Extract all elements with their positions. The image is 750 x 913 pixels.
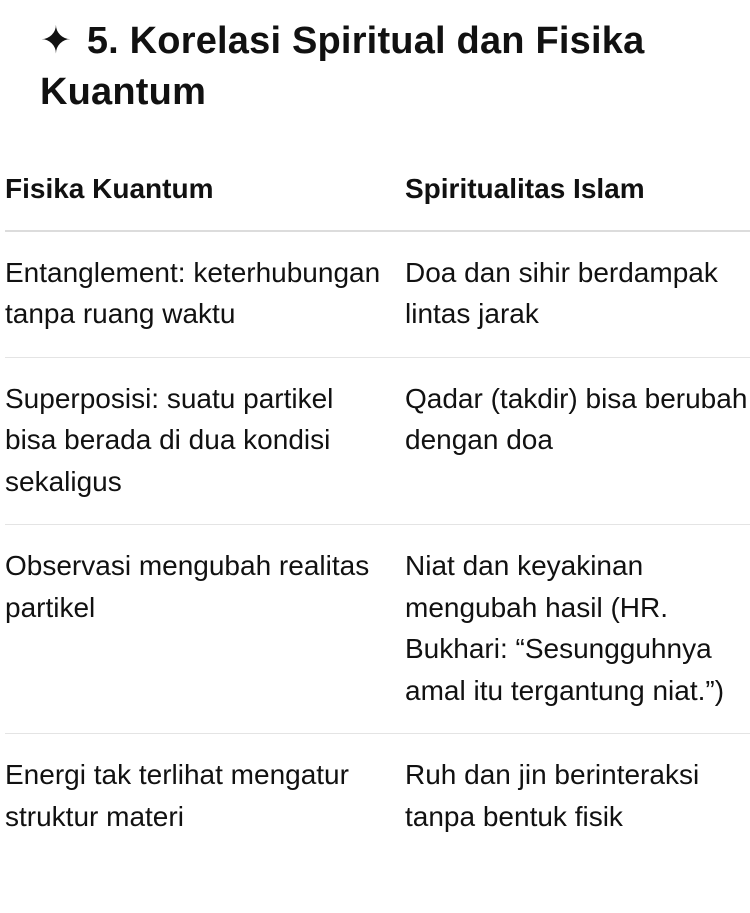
column-header-quantum-physics: Fisika Kuantum [5,160,405,231]
table-row [5,231,750,358]
table-cell-quantum: Observasi mengubah realitas partikel [5,525,405,734]
table-row [5,734,750,860]
table-cell-spiritual: Doa dan sihir berdampak lintas jarak [405,231,750,358]
table-cell-spiritual: Ruh dan jin berinteraksi tanpa bentuk fisik [405,759,700,832]
column-header-islamic-spirituality: Spiritualitas Islam [405,160,750,231]
table-row [5,357,750,525]
table-cell-quantum: Energi tak terlihat mengatur struktur materi [5,759,349,832]
comparison-table [5,160,750,859]
table-row [5,525,750,734]
table-cell-quantum: Superposisi: suatu partikel bisa berada di dua kondisi sekaligus [5,357,405,525]
table-cell-spiritual: Niat dan keyakinan mengubah hasil (HR. Bukhari: “Sesungguhnya amal itu tergantung niat.”) [405,525,750,734]
sparkle-icon: ✦ [40,20,73,62]
comparison-table-container [5,160,750,859]
table-cell-quantum: Entanglement: keterhubungan tanpa ruang waktu [5,231,405,358]
table-cell-spiritual: Qadar (takdir) bisa berubah dengan doa [405,357,750,525]
section-heading [40,16,720,118]
table-header-row [5,160,750,231]
section-title: 5. Korelasi Spiritual dan Fisika Kuantum [40,20,645,113]
